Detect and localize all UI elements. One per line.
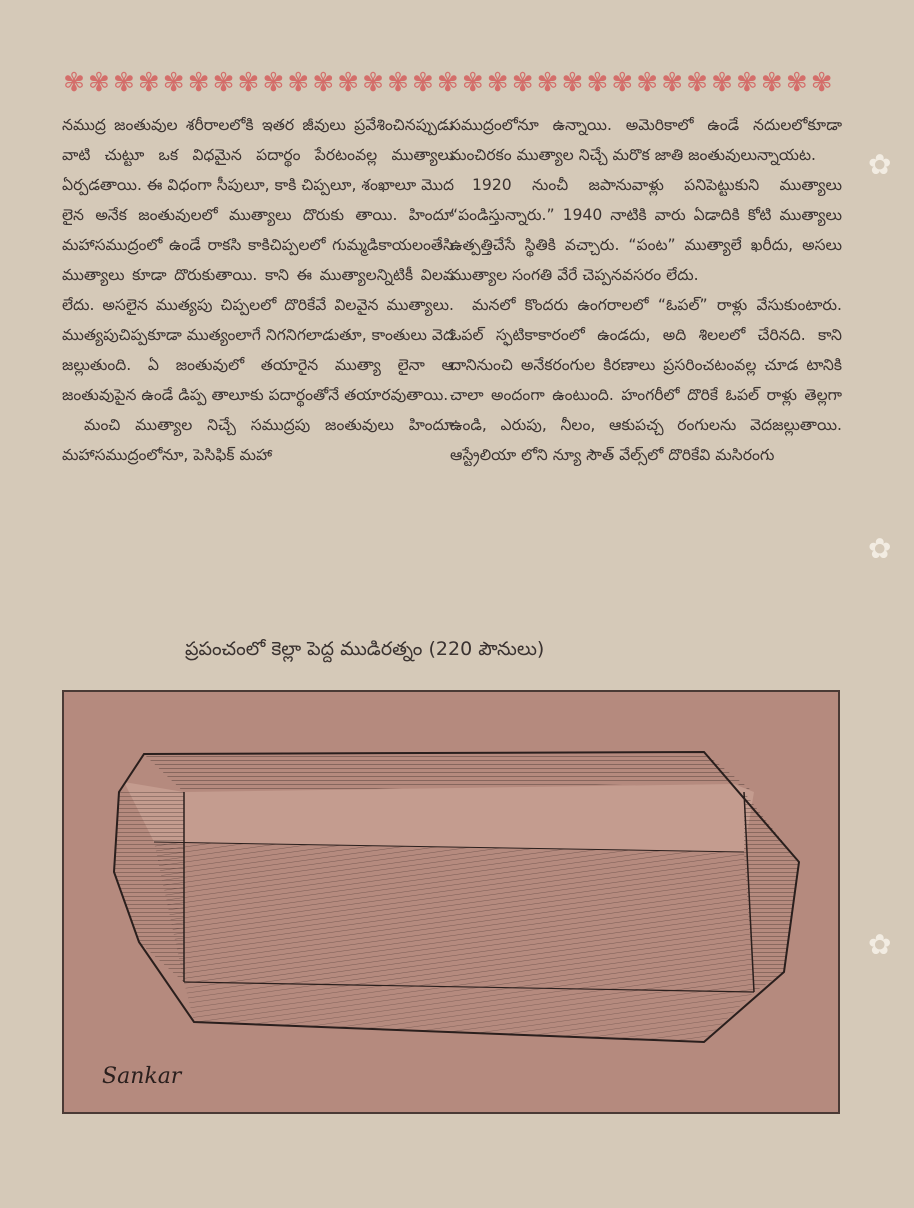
decorative-border-strip: ✾ ✾ ✾ ✾ ✾ ✾ ✾ ✾ ✾ ✾ ✾ ✾ ✾ ✾ ✾ ✾ ✾ ✾ ✾ ✾ ✾ ✾ ✾ ✾ ✾ ✾ ✾ ✾ ✾ ✾ ✾ — [63, 68, 833, 98]
margin-smudge-middle: ✿ — [868, 532, 892, 565]
gemstone-illustration — [62, 690, 840, 1114]
artist-signature: Sankar — [102, 1064, 182, 1089]
right-paragraph-2: 1920 నుంచీ జపానువాళ్లు పనిపెట్టుకుని ముత్యాలు “పండిస్తున్నారు.” 1940 నాటికి వారు ఏడాదికి కోటి ముత్యాలు ఉత్పత్తిచేసే స్థితికి వచ్చారు. “పంట” ముత్యాలే ఖరీదు, అసలు ముత్యాల సంగతి వేరే చెప్పనవసరం లేదు. — [450, 176, 842, 284]
margin-smudge-bottom: ✿ — [868, 928, 892, 961]
right-paragraph-1: సముద్రంలోనూ ఉన్నాయి. అమెరికాలో ఉండే నదులలోకూడా మంచిరకం ముత్యాల నిచ్చే మరొక జాతి జంతువులున్నాయట. — [450, 116, 842, 164]
right-paragraph-3: మనలో కొందరు ఉంగరాలలో “ఓపల్” రాళ్లు వేసుకుంటారు. ఓపల్ స్ఫటికాకారంలో ఉండదు, అది శిలలలో చేరినది. కాని దానినుంచి అనేకరంగుల కిరణాలు ప్రసరించటంవల్ల చూడ టానికి చాలా అందంగా ఉంటుంది. హంగరీలో దొరికే ఓపల్ రాళ్లు తెల్లగా ఉండి, ఎరుపు, నీలం, ఆకుపచ్చ రంగులను వెదజల్లుతాయి. ఆస్ట్రేలియా లోని న్యూ సౌత్ వేల్స్‌లో దొరికేవి మసిరంగు — [450, 296, 842, 464]
left-paragraph-2: మంచి ముత్యాల నిచ్చే సముద్రపు జంతువులు హిందూ మహాసముద్రంలోనూ, పెసిఫిక్ మహా — [62, 416, 454, 464]
raw-gemstone-drawing — [64, 692, 838, 1112]
illustration-caption: ప్రపంచంలో కెల్లా పెద్ద ముడిరత్నం (220 పౌనులు) — [185, 638, 545, 660]
right-text-column — [450, 110, 842, 470]
left-text-column — [62, 110, 454, 470]
left-paragraph-1: నముద్ర జంతువుల శరీరాలలోకి ఇతర జీవులు ప్రవేశించినప్పుడు వాటి చుట్టూ ఒక విధమైన పదార్థం పేరటంవల్ల ముత్యాలు ఏర్పడతాయి. ఈ విధంగా సీపులూ, కాకి చిప్పలూ, శంఖాలూ మొద లైన అనేక జంతువులలో ముత్యాలు దొరుకు తాయి. హిందూ మహాసముద్రంలో ఉండే రాకసి కాకిచిప్పలలో గుమ్మడికాయలంతేసి ముత్యాలు కూడా దొరుకుతాయి. కాని ఈ ముత్యాలన్నిటికీ విలవ లేదు. అసలైన ముత్యపు చిప్పలలో దొరికేవే విలవైన ముత్యాలు. ముత్యపుచిప్పకూడా ముత్యంలాగే నిగనిగలాడుతూ, కాంతులు వెద జల్లుతుంది. ఏ జంతువులో తయారైన ముత్యా లైనా ఆ జంతువుపైన ఉండే డిప్ప తాలూకు పదార్థంతోనే తయారవుతాయి. — [62, 116, 454, 404]
margin-smudge-top: ✿ — [868, 148, 892, 181]
